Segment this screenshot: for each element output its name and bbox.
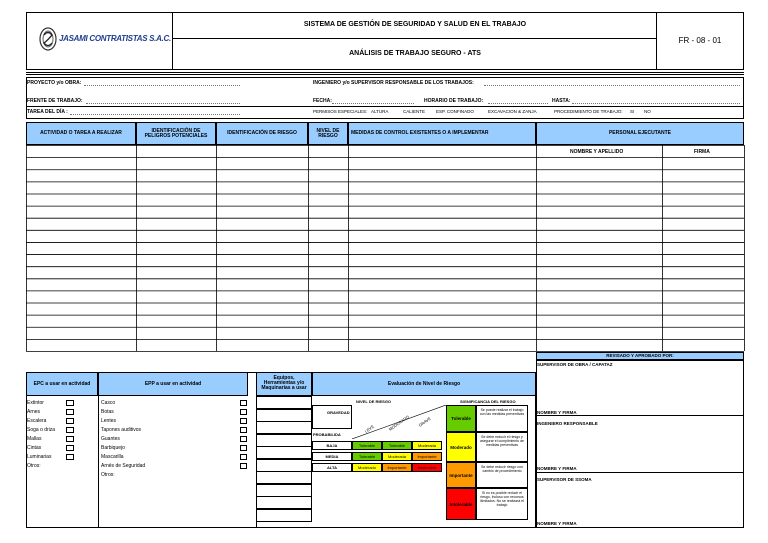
col-medidas: MEDIDAS DE CONTROL EXISTENTES O A IMPLEMENTAR — [348, 122, 536, 145]
epc-checkbox[interactable] — [66, 454, 74, 460]
equipo-row[interactable] — [256, 446, 312, 459]
epc-item: Soga o driza — [27, 427, 56, 433]
gravedad-diagonal-labels — [352, 405, 446, 439]
epp-item: Guantes — [101, 436, 120, 442]
procedimiento-si[interactable]: SI — [630, 109, 635, 114]
epc-item: Arnes — [27, 409, 41, 415]
epp-checkbox[interactable] — [240, 463, 247, 469]
procedimiento-label: PROCEDIMIENTO DE TRABAJO: — [554, 109, 623, 114]
grav-moderado: MODERADO — [387, 414, 410, 432]
ingeniero-label: INGENIERO y/o SUPERVISOR RESPONSABLE DE LOS TRABAJOS: — [313, 80, 474, 86]
epp-checkbox[interactable] — [240, 445, 247, 451]
epp-checkbox[interactable] — [240, 409, 247, 415]
probabilidad-label: PROBABILIDA — [313, 432, 341, 437]
equipo-row[interactable] — [256, 484, 312, 497]
equipos-title: Equipos, Herramientas y/o Maquinarias a usar — [256, 372, 312, 396]
review-nombre-3: NOMBRE Y FIRMA — [537, 521, 577, 526]
risk-cell: Tolerable — [352, 452, 382, 461]
review-panel — [536, 360, 744, 528]
epc-item: Escalera — [27, 418, 47, 424]
equipo-row[interactable] — [256, 496, 312, 509]
horario-field[interactable] — [488, 103, 548, 104]
epp-item: Casco — [101, 400, 116, 406]
grav-leve: LEVE — [363, 423, 375, 434]
eval-title: Evaluación de Nivel de Riesgo — [312, 372, 536, 396]
signif-level: Moderado — [446, 432, 476, 462]
risk-cell: Tolerable — [352, 441, 382, 450]
procedimiento-no[interactable]: NO — [644, 109, 651, 114]
equipo-row[interactable] — [256, 459, 312, 472]
company-name: JASAMI CONTRATISTAS S.A.C. — [59, 34, 171, 43]
activity-grid[interactable] — [26, 145, 745, 357]
signif-label: SIGNIFICANCIA DEL RIESGO — [460, 399, 516, 404]
prob-row-label: ALTA — [312, 463, 352, 472]
risk-cell: Moderado — [352, 463, 382, 472]
epc-checkbox[interactable] — [66, 418, 74, 424]
proyecto-label: PROYECTO y/o OBRA: — [27, 80, 82, 86]
equipo-row[interactable] — [256, 396, 312, 409]
epp-item: Barbiquejo — [101, 445, 125, 451]
equipo-row[interactable] — [256, 471, 312, 484]
title-cell — [173, 13, 657, 69]
epc-item: Mallas — [27, 436, 42, 442]
epp-title: EPP a usar en actividad — [98, 372, 248, 396]
frente-label: FRENTE DE TRABAJO: — [27, 98, 83, 104]
epc-item: Cintas — [27, 445, 42, 451]
col-actividad: ACTIVIDAD O TAREA A REALIZAR — [26, 122, 136, 145]
risk-cell: Moderada — [382, 452, 412, 461]
signif-level: Importante — [446, 462, 476, 488]
epp-checkbox[interactable] — [240, 427, 247, 433]
fecha-field[interactable] — [332, 103, 414, 104]
epc-checkbox[interactable] — [66, 400, 74, 406]
epp-item: Mascarilla — [101, 454, 124, 460]
risk-cell: Importante — [382, 463, 412, 472]
epc-checkbox[interactable] — [66, 409, 74, 415]
col-firma: FIRMA — [694, 149, 710, 155]
signif-text: Se puede realizar el trabajo con las medidas preventivas — [476, 405, 528, 432]
logo-cell — [27, 13, 173, 69]
signif-level: Intolerable — [446, 488, 476, 520]
system-title: SISTEMA DE GESTIÓN DE SEGURIDAD Y SALUD EN EL TRABAJO — [173, 13, 657, 39]
gravedad-label: GRAVEDAD — [327, 410, 350, 415]
nivel-label: NIVEL DE RIESGO — [356, 399, 392, 404]
epp-item: Arnés de Seguridad — [101, 463, 146, 469]
epp-checkbox[interactable] — [240, 454, 247, 460]
form-title: ANÁLISIS DE TRABAJO SEGURO - ATS — [349, 50, 481, 57]
permiso-altura[interactable]: ALTURA — [371, 109, 389, 114]
epp-checkbox[interactable] — [240, 436, 247, 442]
risk-cell: Moderada — [412, 441, 442, 450]
horario-label: HORARIO DE TRABAJO: — [424, 98, 484, 104]
form-header — [26, 12, 744, 70]
epc-item: Otros: — [27, 463, 41, 469]
epc-title: EPC a usar en actividad — [26, 372, 98, 396]
ingeniero-field[interactable] — [484, 85, 740, 86]
epp-item: Tapones auditivos — [101, 427, 142, 433]
epp-checkbox[interactable] — [240, 400, 247, 406]
signif-text: Se debe reducir el riesgo y asegurar el cumplimiento de medidas preventivas — [476, 432, 528, 462]
epp-checkbox[interactable] — [240, 418, 247, 424]
frente-field[interactable] — [86, 103, 240, 104]
form-code: FR - 08 - 01 — [678, 36, 722, 45]
equipo-row[interactable] — [256, 421, 312, 434]
risk-cell: Intolerable — [412, 463, 442, 472]
gravedad-cell — [312, 405, 352, 429]
col-peligros: IDENTIFICACIÓN DE PELIGROS POTENCIALES — [136, 122, 216, 145]
review-nombre-1: NOMBRE Y FIRMA — [537, 410, 577, 415]
epp-item: Lentes — [101, 418, 117, 424]
hasta-field[interactable] — [572, 103, 740, 104]
permiso-caliente[interactable]: CALIENTE — [403, 109, 426, 114]
epc-item: Extintor — [27, 400, 44, 406]
signif-level: Tolerable — [446, 405, 476, 432]
proyecto-field[interactable] — [84, 85, 240, 86]
risk-cell: Importante — [412, 452, 442, 461]
equipo-row[interactable] — [256, 409, 312, 422]
epc-checkbox[interactable] — [66, 445, 74, 451]
review-nombre-2: NOMBRE Y FIRMA — [537, 466, 577, 471]
permiso-excavacion[interactable]: EXCAVACION & ZANJA — [488, 109, 537, 114]
signif-text: Si no es posible reducir el riesgo, incluso con recursos ilimitados. No se realizará el trabajo — [476, 488, 528, 520]
epc-checkbox[interactable] — [66, 427, 74, 433]
risk-cell: Tolerable — [382, 441, 412, 450]
col-nombre: NOMBRE Y APELLIDO — [570, 149, 624, 155]
prob-row-label: BAJA — [312, 441, 352, 450]
col-personal: PERSONAL EJECUTANTE — [536, 122, 744, 145]
signif-text: Se debe reducir riesgo con cambio de procedimiento — [476, 462, 528, 488]
epp-item: Otros: — [101, 472, 115, 478]
review-supervisor: SUPERVISOR DE OBRA / CAPATAZ — [537, 362, 613, 367]
fecha-label: FECHA: — [313, 98, 332, 104]
col-nivel: NIVEL DE RIESGO — [308, 122, 348, 145]
review-title: REVISADO Y APROBADO POR: — [536, 352, 744, 360]
prob-row-label: MEDIA — [312, 452, 352, 461]
hasta-label: HASTA: — [552, 98, 571, 104]
epp-item: Botas — [101, 409, 114, 415]
review-ingeniero: INGENIERO RESPONSABLE — [537, 421, 598, 426]
equipo-row[interactable] — [256, 434, 312, 447]
company-logo-icon — [39, 27, 57, 51]
grav-grave: GRAVE — [417, 415, 432, 428]
col-riesgo: IDENTIFICACIÓN DE RIESGO — [216, 122, 308, 145]
equipo-row[interactable] — [256, 509, 312, 522]
permiso-confinado[interactable]: ESP. CONFINADO — [436, 109, 474, 114]
tarea-label: TAREA DEL DÍA : — [27, 109, 68, 115]
epc-item: Luminarias — [27, 454, 52, 460]
permisos-label: PERMISOS ESPECIALES: — [313, 109, 368, 114]
tarea-field[interactable] — [70, 114, 240, 115]
epc-checkbox[interactable] — [66, 436, 74, 442]
review-ssoma: SUPERVISOR DE SSOMA — [537, 477, 592, 482]
